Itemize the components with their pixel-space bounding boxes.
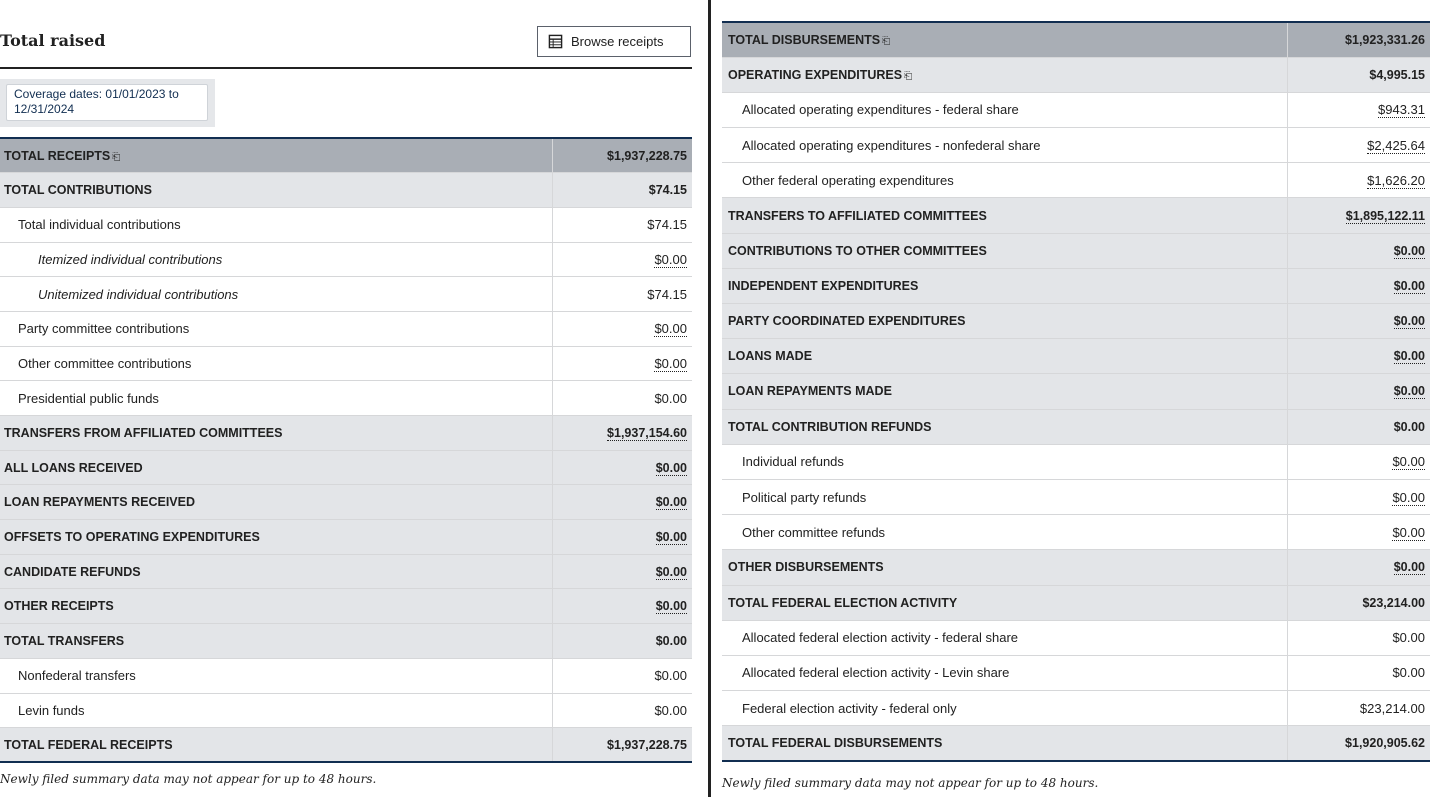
panel-divider <box>708 0 711 797</box>
amount-value: $0.00 <box>1393 419 1425 434</box>
table-row <box>0 242 692 277</box>
disbursements-table <box>722 21 1430 762</box>
row-label-cell <box>722 374 1287 409</box>
coverage-box <box>0 79 215 127</box>
row-label-cell <box>0 693 552 728</box>
row-amount-cell <box>552 277 692 312</box>
amount-value: $74.15 <box>647 217 687 233</box>
row-amount-cell <box>1287 515 1430 550</box>
row-amount-cell <box>1287 585 1430 620</box>
amount-link[interactable]: $0.00 <box>654 321 687 337</box>
row-label-cell <box>722 198 1287 233</box>
amount-value: $0.00 <box>654 390 687 406</box>
table-row <box>722 163 1430 198</box>
title-divider <box>0 67 692 69</box>
amount-value: $1,920,905.62 <box>1345 736 1425 751</box>
row-label: Unitemized individual contributions <box>38 286 239 302</box>
table-row <box>722 22 1430 57</box>
row-label-cell <box>722 22 1287 57</box>
amount-link[interactable]: $0.00 <box>655 529 687 544</box>
row-label: OFFSETS TO OPERATING EXPENDITURES <box>4 529 260 544</box>
row-label-cell <box>0 520 552 555</box>
row-amount-cell <box>552 242 692 277</box>
table-row <box>722 726 1430 761</box>
table-row <box>722 339 1430 374</box>
row-label-cell <box>722 163 1287 198</box>
amount-link[interactable]: $0.00 <box>654 251 687 267</box>
row-label: TRANSFERS FROM AFFILIATED COMMITTEES <box>4 425 283 440</box>
row-label: Federal election activity - federal only <box>742 700 957 716</box>
table-row <box>722 304 1430 339</box>
row-label-cell <box>722 655 1287 690</box>
amount-link[interactable]: $0.00 <box>1392 524 1425 540</box>
amount-link[interactable]: $0.00 <box>1393 560 1425 575</box>
amount-link[interactable]: $0.00 <box>655 460 687 475</box>
row-label-cell <box>0 138 552 173</box>
row-label: Itemized individual contributions <box>38 251 223 267</box>
amount-value: $23,214.00 <box>1362 595 1425 610</box>
row-label-cell <box>0 589 552 624</box>
table-row <box>722 409 1430 444</box>
summary-note: Newly filed summary data may not appear for up to 48 hours. <box>722 776 1099 790</box>
receipts-table <box>0 137 692 763</box>
row-label: Total individual contributions <box>18 217 181 233</box>
amount-value: $1,923,331.26 <box>1345 32 1425 47</box>
row-label: Allocated federal election activity - Levin share <box>742 665 1010 681</box>
row-amount-cell <box>1287 691 1430 726</box>
row-amount-cell <box>552 520 692 555</box>
amount-link[interactable]: $0.00 <box>655 564 687 579</box>
amount-value: $0.00 <box>1392 665 1425 681</box>
table-row <box>0 520 692 555</box>
row-label: Allocated operating expenditures - nonfederal share <box>742 137 1041 153</box>
table-row <box>0 416 692 451</box>
row-amount-cell <box>552 173 692 208</box>
amount-link[interactable]: $0.00 <box>1392 489 1425 505</box>
table-icon <box>548 34 563 49</box>
page-title: Total raised <box>0 31 106 50</box>
amount-link[interactable]: $0.00 <box>655 495 687 510</box>
row-amount-cell <box>1287 128 1430 163</box>
row-label-cell <box>722 409 1287 444</box>
row-label-cell <box>722 57 1287 92</box>
row-label-cell <box>722 585 1287 620</box>
table-row <box>722 444 1430 479</box>
row-amount-cell <box>1287 268 1430 303</box>
row-label: TOTAL RECEIPTS <box>4 148 111 163</box>
glossary-icon[interactable]: ⎗ <box>904 70 913 82</box>
row-label-cell <box>722 233 1287 268</box>
row-label-cell <box>0 658 552 693</box>
row-label: Individual refunds <box>742 454 844 470</box>
row-amount-cell <box>552 346 692 381</box>
row-amount-cell <box>552 450 692 485</box>
amount-value: $1,937,228.75 <box>607 737 687 752</box>
row-amount-cell <box>1287 92 1430 127</box>
amount-link[interactable]: $943.31 <box>1378 102 1425 118</box>
table-row <box>0 485 692 520</box>
table-row <box>722 268 1430 303</box>
row-amount-cell <box>1287 57 1430 92</box>
row-label: Party committee contributions <box>18 321 190 337</box>
table-row <box>722 92 1430 127</box>
row-label-cell <box>0 346 552 381</box>
row-label: Other committee contributions <box>18 355 192 371</box>
row-label: TRANSFERS TO AFFILIATED COMMITTEES <box>728 208 987 223</box>
row-label: TOTAL DISBURSEMENTS <box>728 32 881 47</box>
amount-value: $4,995.15 <box>1369 67 1425 82</box>
row-label: LOAN REPAYMENTS RECEIVED <box>4 495 196 510</box>
table-row <box>722 515 1430 550</box>
table-row <box>722 128 1430 163</box>
table-row <box>722 550 1430 585</box>
row-label-cell <box>722 691 1287 726</box>
row-label-cell <box>0 450 552 485</box>
amount-link[interactable]: $0.00 <box>1393 314 1425 329</box>
row-label: Presidential public funds <box>18 390 159 406</box>
row-amount-cell <box>552 693 692 728</box>
row-label: PARTY COORDINATED EXPENDITURES <box>728 314 966 329</box>
table-row <box>0 207 692 242</box>
row-label-cell <box>722 304 1287 339</box>
row-amount-cell <box>552 207 692 242</box>
row-label: TOTAL TRANSFERS <box>4 633 125 648</box>
amount-link[interactable]: $0.00 <box>1393 384 1425 399</box>
row-label: Other committee refunds <box>742 524 886 540</box>
table-row <box>722 233 1430 268</box>
disbursements-panel <box>722 0 1430 797</box>
row-label-cell <box>0 242 552 277</box>
row-label: ALL LOANS RECEIVED <box>4 460 143 475</box>
row-amount-cell <box>552 381 692 416</box>
row-label: Other federal operating expenditures <box>742 172 954 188</box>
row-label-cell <box>722 479 1287 514</box>
table-row <box>0 381 692 416</box>
table-row <box>0 589 692 624</box>
amount-link[interactable]: $0.00 <box>1392 454 1425 470</box>
table-row <box>0 658 692 693</box>
table-row <box>0 277 692 312</box>
row-label: OTHER RECEIPTS <box>4 599 114 614</box>
browse-receipts-button[interactable] <box>537 26 691 57</box>
amount-link[interactable]: $0.00 <box>655 599 687 614</box>
glossary-icon[interactable]: ⎗ <box>882 35 891 47</box>
amount-link[interactable]: $2,425.64 <box>1367 137 1425 153</box>
row-label: LOANS MADE <box>728 349 813 364</box>
amount-value: $0.00 <box>655 633 687 648</box>
row-amount-cell <box>1287 233 1430 268</box>
row-label: TOTAL FEDERAL RECEIPTS <box>4 737 173 752</box>
amount-link[interactable]: $1,937,154.60 <box>607 425 687 440</box>
amount-link[interactable]: $0.00 <box>654 355 687 371</box>
row-label: Levin funds <box>18 702 85 718</box>
row-label: OTHER DISBURSEMENTS <box>728 560 884 575</box>
row-amount-cell <box>1287 444 1430 479</box>
row-amount-cell <box>552 311 692 346</box>
coverage-dates-tag: Coverage dates: 01/01/2023 to 12/31/2024 <box>6 84 208 121</box>
row-label-cell <box>722 620 1287 655</box>
amount-link[interactable]: $1,626.20 <box>1367 172 1425 188</box>
row-label: Allocated federal election activity - federal share <box>742 630 1019 646</box>
table-row <box>0 346 692 381</box>
row-amount-cell <box>552 485 692 520</box>
row-label-cell <box>722 268 1287 303</box>
row-label: OPERATING EXPENDITURES <box>728 67 903 82</box>
row-label: TOTAL CONTRIBUTION REFUNDS <box>728 419 932 434</box>
row-label-cell <box>722 726 1287 761</box>
table-row <box>0 450 692 485</box>
row-label-cell <box>722 515 1287 550</box>
table-row <box>722 374 1430 409</box>
row-amount-cell <box>1287 620 1430 655</box>
table-row <box>0 624 692 659</box>
row-amount-cell <box>552 624 692 659</box>
row-label-cell <box>0 554 552 589</box>
row-label: INDEPENDENT EXPENDITURES <box>728 278 919 293</box>
row-label-cell <box>722 92 1287 127</box>
row-amount-cell <box>1287 479 1430 514</box>
row-label: TOTAL CONTRIBUTIONS <box>4 183 152 198</box>
row-amount-cell <box>1287 550 1430 585</box>
row-label: Nonfederal transfers <box>18 668 136 684</box>
row-label-cell <box>0 416 552 451</box>
row-amount-cell <box>552 728 692 763</box>
row-label: Allocated operating expenditures - federal share <box>742 102 1019 118</box>
amount-link[interactable]: $1,895,122.11 <box>1345 208 1425 223</box>
row-label: TOTAL FEDERAL DISBURSEMENTS <box>728 736 943 751</box>
table-row <box>722 655 1430 690</box>
receipts-panel <box>0 0 692 797</box>
row-amount-cell <box>552 554 692 589</box>
row-amount-cell <box>1287 655 1430 690</box>
summary-note: Newly filed summary data may not appear for up to 48 hours. <box>0 772 377 786</box>
row-label-cell <box>722 339 1287 374</box>
row-label-cell <box>0 624 552 659</box>
amount-link[interactable]: $0.00 <box>1393 349 1425 364</box>
table-row <box>722 57 1430 92</box>
row-amount-cell <box>1287 374 1430 409</box>
browse-receipts-label: Browse receipts <box>571 34 664 49</box>
table-row <box>0 554 692 589</box>
row-label-cell <box>0 381 552 416</box>
row-amount-cell <box>1287 304 1430 339</box>
glossary-icon[interactable]: ⎗ <box>112 151 121 163</box>
table-row <box>722 585 1430 620</box>
amount-value: $23,214.00 <box>1359 700 1425 716</box>
amount-value: $74.15 <box>647 286 687 302</box>
row-label-cell <box>0 207 552 242</box>
table-row <box>722 479 1430 514</box>
row-label: LOAN REPAYMENTS MADE <box>728 384 892 399</box>
amount-value: $74.15 <box>648 183 687 198</box>
row-amount-cell <box>1287 22 1430 57</box>
row-amount-cell <box>1287 198 1430 233</box>
table-row <box>722 691 1430 726</box>
amount-value: $1,937,228.75 <box>607 148 687 163</box>
row-label-cell <box>0 728 552 763</box>
row-label: CANDIDATE REFUNDS <box>4 564 141 579</box>
table-row <box>0 693 692 728</box>
table-row <box>722 620 1430 655</box>
row-amount-cell <box>552 416 692 451</box>
row-label: CONTRIBUTIONS TO OTHER COMMITTEES <box>728 243 987 258</box>
amount-value: $0.00 <box>654 668 687 684</box>
row-amount-cell <box>552 138 692 173</box>
row-label-cell <box>0 311 552 346</box>
row-label: TOTAL FEDERAL ELECTION ACTIVITY <box>728 595 958 610</box>
amount-value: $0.00 <box>1392 630 1425 646</box>
row-amount-cell <box>1287 409 1430 444</box>
row-label-cell <box>0 173 552 208</box>
row-amount-cell <box>552 658 692 693</box>
table-row <box>0 728 692 763</box>
row-amount-cell <box>1287 163 1430 198</box>
row-label-cell <box>722 128 1287 163</box>
table-row <box>0 173 692 208</box>
row-label-cell <box>722 550 1287 585</box>
amount-link[interactable]: $0.00 <box>1393 278 1425 293</box>
table-row <box>0 311 692 346</box>
row-amount-cell <box>552 589 692 624</box>
row-label: Political party refunds <box>742 489 867 505</box>
amount-link[interactable]: $0.00 <box>1393 243 1425 258</box>
row-label-cell <box>0 277 552 312</box>
table-row <box>722 198 1430 233</box>
amount-value: $0.00 <box>654 702 687 718</box>
row-amount-cell <box>1287 726 1430 761</box>
row-label-cell <box>722 444 1287 479</box>
row-label-cell <box>0 485 552 520</box>
table-row <box>0 138 692 173</box>
row-amount-cell <box>1287 339 1430 374</box>
